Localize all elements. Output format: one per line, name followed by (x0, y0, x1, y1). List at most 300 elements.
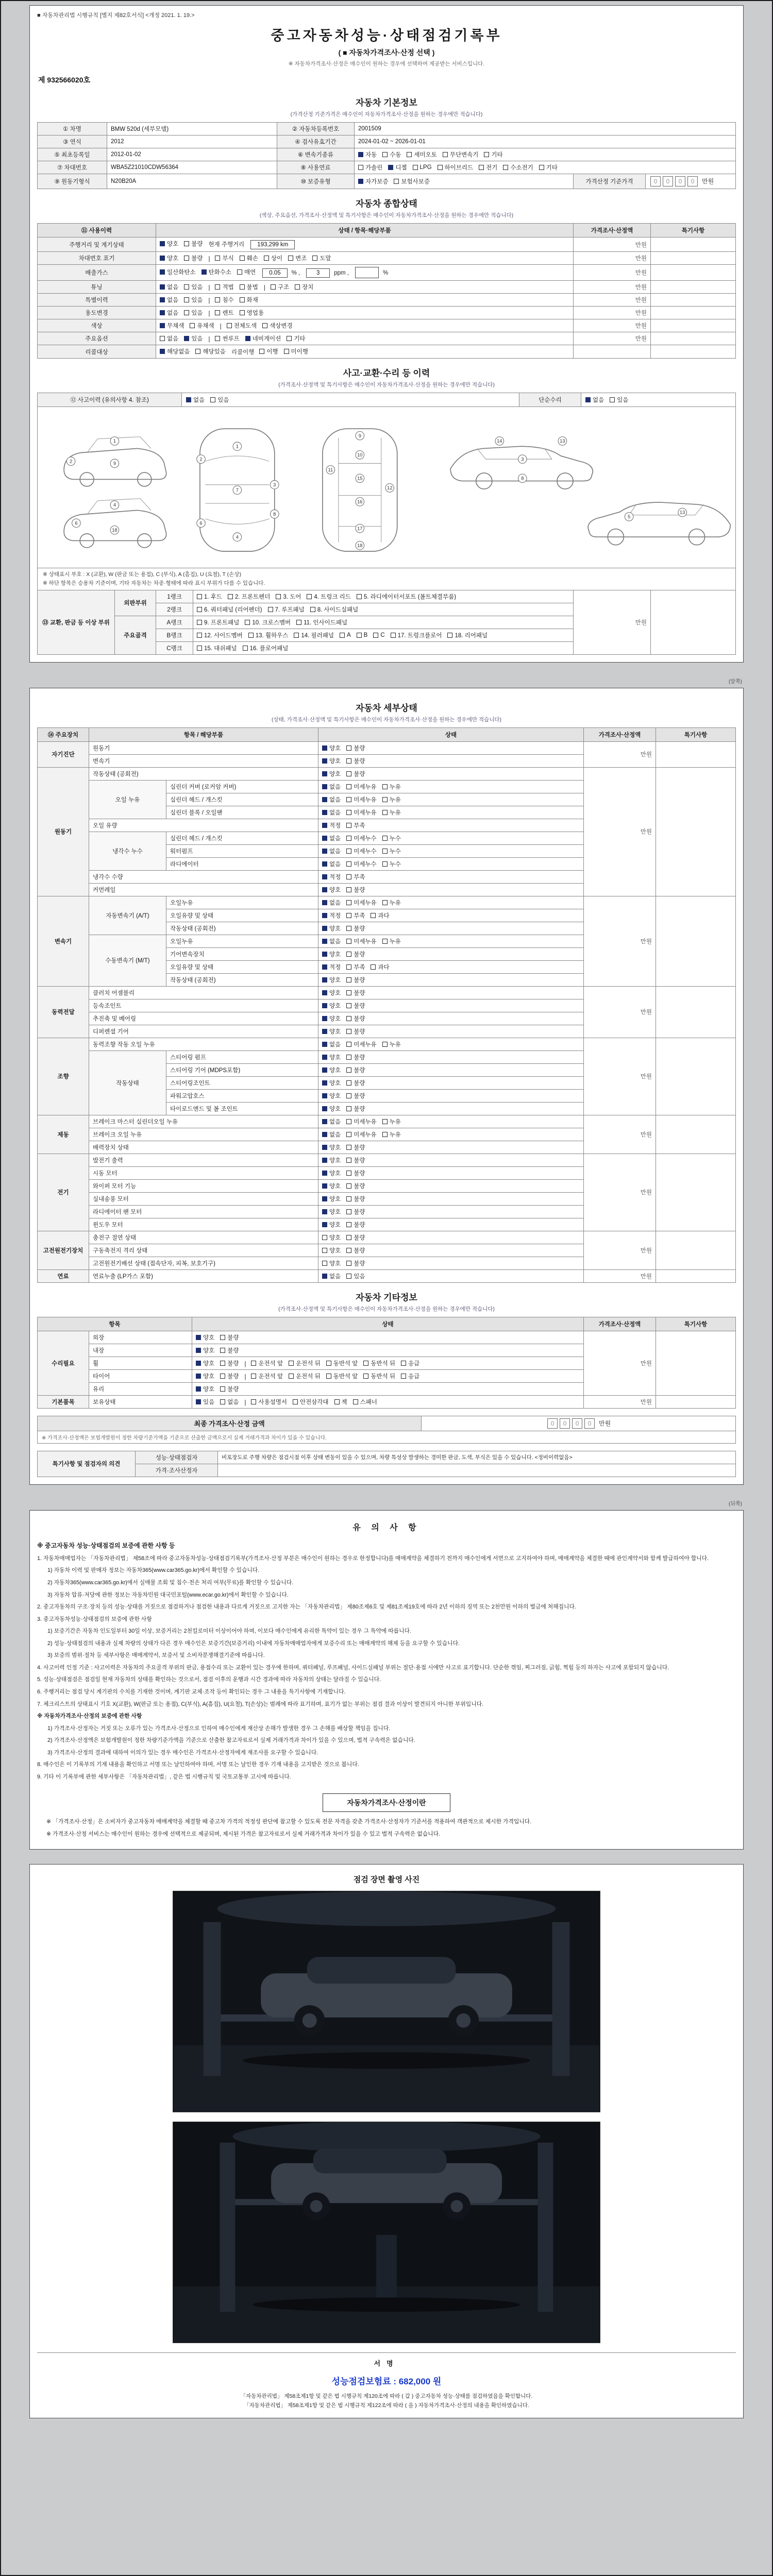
option-unchecked[interactable] (346, 924, 365, 933)
option-label: 누유 (389, 1118, 401, 1125)
option-unchecked[interactable] (310, 605, 358, 614)
item-state (318, 1154, 584, 1166)
option-unchecked[interactable] (610, 396, 628, 404)
option-checked[interactable] (322, 1117, 341, 1126)
option-unchecked[interactable] (296, 618, 347, 626)
option-unchecked[interactable] (438, 163, 474, 172)
option-unchecked[interactable] (346, 847, 376, 855)
option-unchecked[interactable] (295, 283, 313, 291)
option-unchecked[interactable] (184, 254, 203, 262)
option-checked[interactable] (322, 821, 341, 829)
option-label: 응급 (408, 1360, 420, 1367)
option-checked[interactable] (184, 334, 203, 343)
checkbox-icon (322, 1055, 327, 1060)
option-checked[interactable] (322, 924, 341, 933)
option-checked[interactable] (322, 783, 341, 791)
option-unchecked[interactable] (382, 808, 401, 817)
option-unchecked[interactable] (243, 644, 289, 652)
option-unchecked[interactable] (539, 163, 558, 172)
option-unchecked[interactable] (382, 860, 401, 868)
option-checked[interactable] (322, 1002, 341, 1010)
option-checked[interactable] (322, 860, 341, 868)
option-unchecked[interactable] (346, 1079, 365, 1087)
notice-item: 2) 자동차365(www.car365.go.kr)에서 실매물 조회 및 침수·전손 처리 여부(무료)를 확인할 수 있습니다. (47, 1579, 294, 1586)
option-unchecked[interactable] (184, 240, 203, 248)
option-unchecked[interactable] (237, 268, 256, 276)
option-checked[interactable] (322, 989, 341, 997)
option-unchecked[interactable] (503, 163, 533, 172)
option-unchecked[interactable] (346, 783, 376, 791)
option-checked[interactable] (160, 268, 196, 276)
option-checked[interactable] (322, 1040, 341, 1048)
option-unchecked[interactable] (288, 254, 307, 262)
notice-item: 7. 체크리스트의 상태표시 기호 X(교환), W(판금 또는 용접), C(부식), A(흠집), U(요철), T(손상)는 범례에 따라 표기하며, 표기가 없는 부위는 점검 결과 이상이 발견되지 아니한 부위입니다. (37, 1701, 484, 1707)
option-label: 장치 (302, 284, 314, 291)
checkbox-icon (585, 397, 591, 402)
option-unchecked[interactable] (413, 164, 432, 171)
option-checked[interactable] (322, 1195, 341, 1203)
option-unchecked[interactable] (197, 592, 222, 601)
option-unchecked[interactable] (346, 1156, 365, 1164)
checkbox-icon (322, 926, 327, 931)
checkbox-icon (322, 823, 327, 828)
item-state (318, 1089, 584, 1102)
note-cell (656, 986, 736, 1038)
option-label: 양호 (203, 1360, 215, 1367)
option-unchecked[interactable] (215, 283, 233, 291)
option-unchecked[interactable] (251, 1398, 287, 1406)
option-unchecked[interactable] (382, 937, 401, 945)
checkbox-icon (160, 336, 165, 341)
option-label: B (363, 632, 368, 638)
option-checked[interactable] (322, 1272, 341, 1280)
option-unchecked[interactable] (382, 1117, 401, 1126)
option-unchecked[interactable] (346, 1182, 365, 1190)
checkbox-icon (322, 913, 327, 918)
option-unchecked[interactable] (371, 963, 389, 971)
option-checked[interactable] (322, 1027, 341, 1036)
option-unchecked[interactable] (346, 1169, 365, 1177)
option-checked[interactable] (196, 1372, 214, 1380)
option-checked[interactable] (322, 770, 341, 778)
option-label: 양호 (329, 1106, 341, 1112)
option-checked[interactable] (322, 911, 341, 920)
item-state (318, 1231, 584, 1244)
label-text: ppm , (334, 270, 349, 276)
option-checked[interactable] (322, 886, 341, 894)
option-unchecked[interactable] (264, 254, 282, 262)
option-unchecked[interactable] (268, 605, 305, 614)
option-unchecked[interactable] (346, 1221, 365, 1229)
diagram-marker-14 (495, 437, 504, 446)
reg-no-label: ② 자동차등록번호 (277, 123, 355, 135)
vin-value: WBA5Z21010CDW56364 (107, 161, 277, 174)
option-unchecked[interactable] (346, 1233, 365, 1242)
option-unchecked[interactable] (227, 321, 257, 330)
option-checked[interactable] (160, 296, 178, 304)
item-state (318, 986, 584, 999)
option-checked[interactable] (322, 1169, 341, 1177)
option-unchecked[interactable] (346, 1195, 365, 1203)
item-label: 오일유량 및 상태 (166, 909, 318, 922)
option-unchecked[interactable] (289, 1359, 321, 1367)
option-checked[interactable] (160, 309, 178, 317)
price-cell: 만원 (584, 986, 656, 1038)
option-unchecked[interactable] (382, 783, 401, 791)
option-unchecked[interactable] (346, 808, 376, 817)
option-unchecked[interactable] (220, 1346, 239, 1354)
option-unchecked[interactable] (262, 321, 292, 330)
option-unchecked[interactable] (363, 1359, 395, 1367)
option-unchecked[interactable] (220, 1333, 239, 1342)
checkbox-icon (322, 1093, 327, 1098)
option-unchecked[interactable] (240, 254, 258, 262)
option-unchecked[interactable] (271, 283, 289, 291)
option-unchecked[interactable] (294, 631, 334, 639)
option-checked[interactable] (160, 283, 178, 291)
option-checked[interactable] (322, 1182, 341, 1190)
option-unchecked[interactable] (220, 1359, 239, 1367)
option-unchecked[interactable] (346, 1246, 365, 1255)
option-label: 양호 (167, 256, 179, 262)
option-unchecked[interactable] (401, 1359, 419, 1367)
option-unchecked[interactable] (184, 296, 203, 304)
checkbox-icon (322, 1183, 327, 1189)
option-checked[interactable] (196, 1333, 214, 1342)
note-cell (656, 1395, 736, 1408)
item-state (318, 857, 584, 870)
option-unchecked[interactable] (251, 1372, 283, 1380)
option-unchecked[interactable] (346, 757, 365, 765)
option-label: 불량 (354, 951, 365, 958)
option-label: 미세누수 (354, 861, 377, 868)
option-unchecked[interactable] (346, 1117, 376, 1126)
option-label: 미세누유 (354, 1041, 377, 1048)
option-checked[interactable] (322, 757, 341, 765)
option-unchecked[interactable] (346, 989, 365, 997)
option-unchecked[interactable] (248, 631, 289, 639)
item-state (318, 999, 584, 1012)
checkbox-icon (322, 1042, 327, 1047)
option-checked[interactable] (585, 396, 604, 404)
option-unchecked[interactable] (443, 150, 479, 159)
option-checked[interactable] (322, 834, 341, 842)
notice-item: 2) 가격조사·산정액은 보험개발원이 정한 차량기준가액을 기준으로 산출한 참고자료로서 실제 거래가격과 차이가 있을 수 있으며, 법적 구속력은 없습니다. (47, 1737, 415, 1744)
option-unchecked[interactable] (289, 1372, 321, 1380)
pricing-info-title: 자동차가격조사·산정이란 (323, 1793, 450, 1812)
option-unchecked[interactable] (382, 834, 401, 842)
option-unchecked[interactable] (346, 950, 365, 958)
option-label: 양호 (329, 1067, 341, 1074)
option-checked[interactable] (322, 1130, 341, 1139)
option-unchecked[interactable] (382, 847, 401, 855)
option-checked[interactable] (322, 1221, 341, 1229)
option-unchecked[interactable] (346, 1130, 376, 1139)
checkbox-icon (251, 1374, 256, 1379)
option-unchecked[interactable] (184, 309, 203, 317)
pricing-info-paragraph: ※ 「가격조사·산정」은 소비자가 중고자동차 매매계약을 체결할 때 중고차 가격의 적정성 판단에 참고할 수 있도록 전문 자격을 갖춘 가격조사·산정자가 기준서를 적용하여 객관적으로 제시한 가격입니다. (46, 1818, 532, 1825)
option-unchecked[interactable] (346, 963, 365, 971)
option-checked[interactable] (322, 1092, 341, 1100)
checkbox-icon (288, 256, 293, 261)
option-unchecked[interactable] (326, 1359, 358, 1367)
year-label: ③ 연식 (38, 135, 107, 148)
option-unchecked[interactable] (391, 631, 442, 639)
option-checked[interactable] (196, 1398, 214, 1406)
option-unchecked[interactable] (293, 1398, 329, 1406)
option-checked[interactable] (160, 254, 178, 262)
option-unchecked[interactable] (346, 744, 365, 752)
option-checked[interactable] (196, 1385, 214, 1393)
option-unchecked[interactable] (346, 821, 365, 829)
option-label: 없음 (329, 796, 341, 803)
option-unchecked[interactable] (245, 618, 291, 626)
signature-title: 서명 (37, 2352, 736, 2371)
option-unchecked[interactable] (346, 770, 365, 778)
item-state (318, 1244, 584, 1257)
checkbox-icon (197, 607, 202, 612)
option-unchecked[interactable] (346, 1105, 365, 1113)
option-unchecked[interactable] (284, 347, 308, 355)
option-unchecked[interactable] (251, 1359, 283, 1367)
option-unchecked[interactable] (358, 163, 382, 172)
checkbox-icon (346, 887, 351, 892)
option-unchecked[interactable] (326, 1372, 358, 1380)
option-unchecked[interactable] (382, 899, 401, 907)
option-unchecked[interactable] (346, 1066, 365, 1074)
option-unchecked[interactable] (307, 592, 351, 601)
checkbox-icon (262, 323, 267, 328)
option-checked[interactable] (322, 873, 341, 881)
notice-item: ※ 자동차가격조사·산정의 보증에 관한 사항 (37, 1713, 142, 1720)
item-label: 타이로드엔드 및 볼 조인트 (166, 1102, 318, 1115)
legend-line-1: ※ 상태표시 부호 : X (교환), W (판금 또는 용접), C (부식), A (흠집), U (요철), T (손상) (43, 571, 241, 578)
exchange-parts (193, 616, 574, 629)
option-checked[interactable] (388, 163, 407, 172)
option-checked[interactable] (322, 1079, 341, 1087)
option-unchecked[interactable] (346, 976, 365, 984)
option-unchecked[interactable] (401, 1372, 419, 1380)
option-checked[interactable] (186, 396, 205, 404)
option-unchecked[interactable] (346, 1143, 365, 1151)
option-unchecked[interactable] (215, 254, 233, 262)
option-unchecked[interactable] (346, 860, 376, 868)
option-unchecked[interactable] (357, 592, 456, 601)
label-text: 리콜이행 (231, 349, 255, 355)
checkbox-icon (322, 1222, 327, 1227)
option-unchecked[interactable] (363, 1372, 395, 1380)
price-digit-box: 0 (650, 176, 661, 187)
option-unchecked[interactable] (346, 873, 365, 881)
option-label: 적정 (329, 964, 341, 971)
item-state (318, 935, 584, 947)
option-checked[interactable] (322, 1066, 341, 1074)
option-unchecked[interactable] (346, 834, 376, 842)
option-unchecked[interactable] (346, 1053, 365, 1061)
option-unchecked[interactable] (373, 632, 384, 638)
option-unchecked[interactable] (220, 1372, 239, 1380)
option-unchecked[interactable] (407, 150, 436, 159)
option-checked[interactable] (201, 268, 231, 276)
option-checked[interactable] (160, 240, 178, 248)
option-unchecked[interactable] (346, 899, 376, 907)
option-label: 양호 (329, 1093, 341, 1099)
option-label: 1. 후드 (204, 594, 223, 600)
option-unchecked[interactable] (346, 1272, 365, 1280)
option-unchecked[interactable] (371, 911, 389, 920)
checkbox-icon (240, 256, 245, 261)
etc-header-state: 상태 (192, 1317, 584, 1331)
option-unchecked[interactable] (312, 254, 331, 262)
option-checked[interactable] (322, 795, 341, 804)
option-checked[interactable] (322, 976, 341, 984)
option-label: 불량 (354, 1080, 365, 1087)
option-unchecked[interactable] (346, 1092, 365, 1100)
option-unchecked[interactable] (346, 1027, 365, 1036)
checkbox-icon (346, 977, 351, 982)
option-unchecked[interactable] (447, 631, 488, 639)
option-checked[interactable] (322, 808, 341, 817)
option-label: 없음 (329, 861, 341, 868)
option-checked[interactable] (322, 1014, 341, 1023)
option-unchecked[interactable] (220, 1385, 239, 1393)
option-unchecked[interactable] (484, 150, 502, 159)
option-checked[interactable] (322, 950, 341, 958)
group-label: 자기진단 (38, 741, 89, 767)
option-unchecked[interactable] (190, 321, 214, 330)
option-unchecked[interactable] (276, 592, 301, 601)
option-unchecked[interactable] (382, 795, 401, 804)
checkbox-icon (215, 297, 220, 302)
option-unchecked[interactable] (197, 631, 243, 639)
option-unchecked[interactable] (197, 618, 239, 626)
option-unchecked[interactable] (197, 605, 262, 614)
option-unchecked[interactable] (240, 283, 258, 291)
option-unchecked[interactable] (228, 592, 270, 601)
checkbox-icon (215, 284, 220, 290)
item-state (318, 909, 584, 922)
sheet-basic-overall-accident (29, 5, 744, 663)
option-unchecked[interactable] (353, 1398, 377, 1406)
option-checked[interactable] (322, 899, 341, 907)
checkbox-icon (322, 1248, 327, 1253)
option-unchecked[interactable] (215, 296, 233, 304)
diagram-marker-9 (356, 431, 364, 440)
option-label: 있음 (617, 397, 629, 403)
item-state (192, 1369, 584, 1382)
option-label: 불량 (227, 1373, 239, 1380)
option-checked[interactable] (245, 334, 281, 343)
option-unchecked[interactable] (346, 1014, 365, 1023)
option-unchecked[interactable] (346, 911, 365, 920)
option-unchecked[interactable] (479, 163, 497, 172)
option-unchecked[interactable] (240, 296, 258, 304)
option-unchecked[interactable] (215, 334, 239, 343)
price-cell: 만원 (584, 767, 656, 896)
option-checked[interactable] (196, 1346, 214, 1354)
option-unchecked[interactable] (322, 1246, 341, 1255)
option-unchecked[interactable] (382, 150, 401, 159)
checkbox-icon (382, 784, 388, 789)
option-checked[interactable] (322, 1143, 341, 1151)
checkbox-icon (322, 1016, 327, 1021)
option-unchecked[interactable] (357, 632, 368, 638)
item-state (318, 793, 584, 806)
option-unchecked[interactable] (394, 177, 430, 185)
item-state (318, 1179, 584, 1192)
svg-text:3: 3 (273, 482, 276, 487)
option-unchecked[interactable] (346, 886, 365, 894)
option-unchecked[interactable] (220, 1398, 239, 1406)
checkbox-icon (196, 1399, 201, 1404)
option-checked[interactable] (322, 937, 341, 945)
option-unchecked[interactable] (215, 309, 233, 317)
option-unchecked[interactable] (210, 396, 229, 404)
option-checked[interactable] (322, 1105, 341, 1113)
checkbox-icon (248, 633, 254, 638)
option-checked[interactable] (322, 847, 341, 855)
option-unchecked[interactable] (346, 937, 376, 945)
option-checked[interactable] (322, 1053, 341, 1061)
option-unchecked[interactable] (195, 347, 225, 355)
option-unchecked[interactable] (240, 309, 264, 317)
checkbox-icon (346, 990, 351, 995)
note-cell (656, 1331, 736, 1395)
option-unchecked[interactable] (382, 1040, 401, 1048)
option-checked[interactable] (358, 177, 388, 185)
option-checked[interactable] (358, 150, 377, 159)
option-unchecked[interactable] (334, 1398, 347, 1406)
inspection-photo-2 (173, 2122, 600, 2343)
option-unchecked[interactable] (346, 795, 376, 804)
option-checked[interactable] (322, 1208, 341, 1216)
option-unchecked[interactable] (197, 644, 237, 652)
item-state (318, 1192, 584, 1205)
etc-title: 자동차 기타정보 (356, 1292, 417, 1302)
price-cell: 만원 (584, 1231, 656, 1269)
option-unchecked[interactable] (160, 334, 178, 343)
option-checked[interactable] (160, 347, 190, 355)
option-checked[interactable] (322, 744, 341, 752)
simple-repair-options (581, 393, 736, 407)
option-unchecked[interactable] (346, 1002, 365, 1010)
item-state (318, 1128, 584, 1141)
option-unchecked[interactable] (287, 334, 305, 343)
option-label: 양호 (329, 887, 341, 893)
note-cell (656, 1231, 736, 1269)
checkbox-icon (184, 256, 189, 261)
checkbox-icon (346, 1132, 351, 1137)
option-unchecked[interactable] (322, 1259, 341, 1267)
option-checked[interactable] (322, 963, 341, 971)
sub-group-label: 작동상태 (89, 1050, 166, 1115)
option-unchecked[interactable] (322, 1233, 341, 1242)
option-checked[interactable] (196, 1359, 214, 1367)
option-label: 해당있음 (203, 349, 226, 355)
option-unchecked[interactable] (382, 1130, 401, 1139)
option-checked[interactable] (160, 321, 184, 330)
option-unchecked[interactable] (340, 632, 351, 638)
option-unchecked[interactable] (346, 1208, 365, 1216)
option-unchecked[interactable] (346, 1259, 365, 1267)
checkbox-icon (443, 152, 448, 157)
option-unchecked[interactable] (346, 1040, 376, 1048)
option-checked[interactable] (322, 1156, 341, 1164)
label-text: | (208, 285, 210, 291)
option-unchecked[interactable] (259, 347, 278, 355)
option-label: 운전석 앞 (258, 1373, 283, 1380)
option-unchecked[interactable] (184, 283, 203, 291)
